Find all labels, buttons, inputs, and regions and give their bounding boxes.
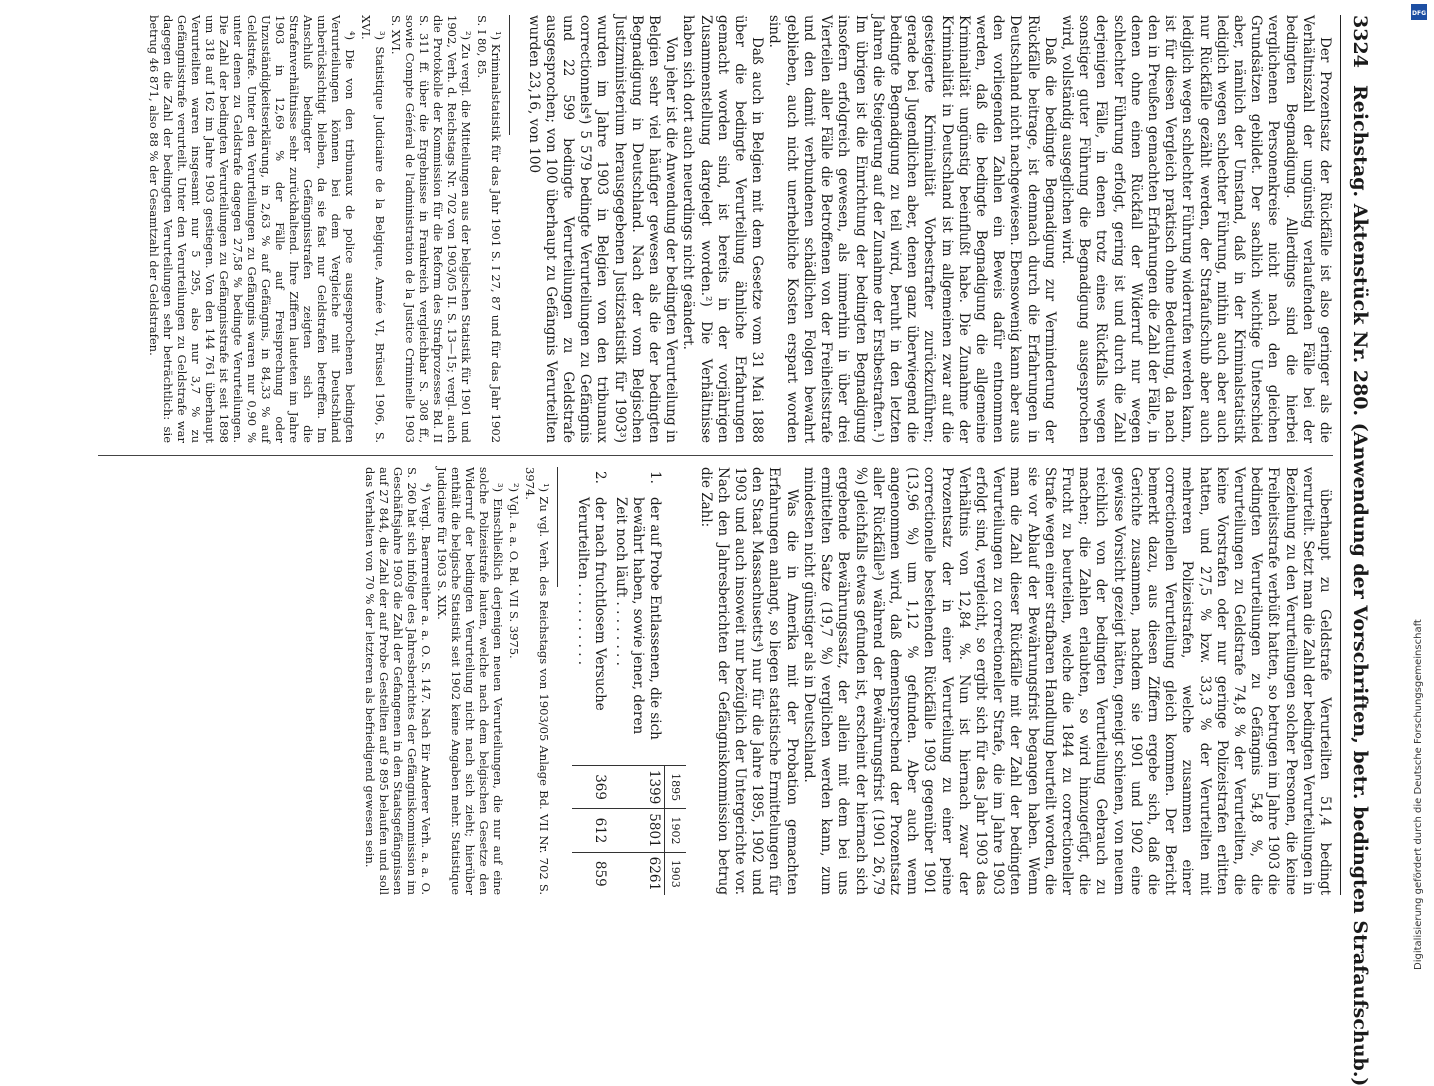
footnote: ³) Statistique Judiciaire de la Belgique, Année VI, Brüssel 1906, S. XVI. — [359, 15, 388, 443]
row-number: 1. — [646, 471, 663, 484]
dfg-logo-label: DFG — [1411, 10, 1427, 17]
table-header-row — [665, 467, 687, 895]
row-value: 612 — [572, 809, 610, 852]
header-rule — [1340, 15, 1341, 895]
footnote-rule — [509, 15, 510, 135]
paragraph: Was die in Amerika mit der Probation gemachten Erfahrungen anlangt, so liegen statistische Ermittelungen für den Staat Massachusetts⁴) nur für die Jahre 1895, 1902 und 1903 und auch insoweit nur bezüglich der Untergerichte vor. Nach den Jahresberichten der Gefängniskommission betrug die Zahl: — [697, 467, 800, 895]
dfg-logo-icon — [1411, 4, 1427, 20]
credit-text: Digitalisierung gefördert durch die Deutsche Forschungsgemeinschaft — [1413, 619, 1424, 970]
column-divider — [98, 455, 1333, 456]
row-value: 5801 — [610, 809, 665, 852]
footnote: ⁴) Die von den tribunaux de police ausgesprochenen bedingten Verurteilungen können bei dem Vergleiche mit Deutschland unberücksichtigt bleiben, da sie fast nur Geldstrafen betreffen. Im Anschluß bedingter Gefängnisstrafen zeigten sich die Strafenverhältnisse sehr zurückhaltend. Ihre Ziffern lauteten im Jahre 1903 in 12,69 % der Fälle auf Freisprechung oder Unzuständigkeitserklärung, in 2,63 % auf Gefängnis, in 84,33 % auf Geldstrafe. Unter den Verurteilungen zu Gefängnis waren nur 0,90 % unter denen zu Geldstrafe dagegen 27,58 % bedingte Verurteilungen. Die Zahl der bedingten Verurteilungen zu Gefängnisstrafe ist seit 1898 um 318 auf 162 im Jahre 1903 gestiegen. Von den 144 761 überhaupt Verurteilten waren insgesamt nur 5 295, also nur 3,7 % zu Gefängnisstrafe verurteilt. Unter den Verurteilungen zu Geldstrafe war dagegen die Zahl der bedingten Verurteilungen sehr beträchtlich: sie betrug 46 871, also 88 % der Gesamtzahl der Geldstrafen. — [147, 15, 358, 443]
probation-table — [572, 467, 687, 895]
footnote: ¹) Zu vgl. Verh. des Reichstags von 1903/05 Anlage Bd. VII Nr. 702 S. 3974. — [522, 467, 551, 895]
page-number: 3324 — [1349, 15, 1371, 68]
digitization-credit — [1409, 0, 1429, 1000]
paragraph: überhaupt zu Geldstrafe Verurteilten 51,4 bedingt verurteilt. Setzt man die Zahl der bedingten Verurteilungen in Beziehung zu den Verurteilungen solcher Personen, die keine Freiheitsstrafe verbüßt hatten, so betrugen im Jahre 1903 die bedingten Verurteilungen zu Gefängnis 54,8 %, die Verurteilungen zu Geldstrafe 74,8 % der Verurteilten, die keine Vorstrafen oder nur geringe Polizeistrafen erlitten hatten, und 27,5 % bzw. 33,3 % der Verurteilten mit mehreren Polizeistrafen, welche zusammen einer correctionellen Verurteilung gleich kommen. Der Bericht bemerkt dazu, aus diesen Ziffern ergebe sich, daß die Gerichte zusammen, nachdem sie 1901 und 1902 eine gewisse Vorsicht gezeigt hätten, geneigt schienen, von neuem reichlich von der bedingten Verurteilung Gebrauch zu machen; die Zahlen erlaubten, so wird hinzugefügt, die Frucht zu beurteilen, welche die 1844 zu correctioneller Strafe wegen einer strafbaren Handlung beurteilt worden, die sie vor Ablauf der Bewährungsfrist begangen haben. Wenn man die Zahl dieser Rückfälle mit der Zahl der bedingten Verurteilungen zu correctioneller Strafe, die im Jahre 1903 erfolgt sind, vergleicht, so ergibt sich für das Jahr 1903 das Verhältnis von 12,84 %. Nun ist hiernach zwar der Prozentsatz der in einer Verurteilung zu einer peine correctionelle bestehenden Rückfälle 1903 gegenüber 1901 (13,96 %) um 1,12 % gefunden. Aber auch wenn angenommen wird, daß dementsprechend der Prozentsatz aller Rückfälle³) während der Bewährungsfrist (1901 26,79 %) gleichfalls etwas gefunden ist, erscheint der hiernach sich ergebende Bewährungssatz, der allein mit dem bei uns ermittelten Satze (19,7 %) verglichen werden kann, zum mindesten nicht günstiger als in Deutschland. — [800, 467, 1333, 895]
footnote: ³) Einschließlich derjenigen neuen Verurteilungen, die nur auf eine solche Polizeistrafe lauten, welche nach dem belgischen Gesetze den Widerruf der bedingten Verurteilung nicht nach sich zieht; hierüber enthält die belgische Statistik seit 1902 keine Angaben mehr. Statistique Judiciaire für 1903 S. XIX. — [434, 467, 505, 895]
row-value: 1399 — [610, 765, 665, 808]
row-label: der auf Probe Entlassenen, die sich bewährt haben, sowie jener, deren Zeit noch läuft . . . . . . . . — [612, 497, 663, 740]
left-column — [145, 15, 1333, 443]
footnote: ⁴) Vergl. Baernreither a. a. O. S. 147. Nach Eir Anderer Verh. a. a. O. S. 260 hat sich infolge des Jahresberichtes der Gefängniskommission im Geschäftsjahre 1903 die Zahl der Gefangenen in den Staatsgefängnissen auf 27 844, die Zahl der auf Probe Gestellten auf 9 895 belaufen und soll das Verhalten von 70 % der letzteren als befriedigend gewesen sein. — [362, 467, 433, 895]
row-value: 859 — [572, 852, 610, 895]
page-header — [1345, 15, 1375, 1086]
paragraph: Daß die bedingte Begnadigung zur Verminderung der Rückfälle beitrage, ist demnach durch die Erfahrungen in Deutschland nicht nachgewiesen. Ebensowenig kann aber aus den vorliegenden Zahlen ein Beweis dafür entnommen werden, daß die bedingte Begnadigung die allgemeine Kriminalität ungünstig beeinflußt habe. Die Zunahme der Kriminalität in Deutschland ist im allgemeinen zwar auf die gesteigerte Kriminalität Vorbestrafter zurückzuführen; gerade bei Jugendlichen aber, denen ganz überwiegend die bedingte Begnadigung zu teil wird, beruht in den letzten Jahren die Steigerung auf der Zunahme der Erstbestraften.¹) Im übrigen ist die Einrichtung der bedingten Begnadigung insofern erfolgreich gewesen, als immerhin in über drei Vierteilen aller Fälle die Betroffenen von der Freiheitsstrafe und den damit verbundenen schädlichen Folgen bewahrt geblieben, auch nicht unerhebliche Kosten erspart worden sind. — [766, 15, 1058, 443]
row-number: 2. — [591, 471, 608, 484]
rotated-page-content — [85, 15, 1375, 1086]
row-value: 6261 — [610, 852, 665, 895]
table-header-year: 1895 — [665, 765, 687, 808]
right-column — [361, 467, 1333, 895]
table-header-blank — [665, 493, 687, 765]
paragraph: Daß auch in Belgien mit dem Gesetze vom 31 Mai 1888 über die bedingte Verurteilung ähnliche Erfahrungen gemacht worden sind, ist bereits in der vorjährigen Zusammenstellung dargelegt worden.²) Die Verhältnisse haben sich dort auch neuerdings nicht geändert. — [680, 15, 766, 443]
table-row — [610, 467, 665, 895]
table-row — [572, 467, 610, 895]
row-label: der nach fruchtlosem Versuche Verurteilten . . . . . . . . . . — [574, 497, 608, 711]
page-title: Reichstag. Aktenstück Nr. 280. (Anwendung der Vorschriften, betr. bedingten Strafaufschub.) — [1349, 85, 1371, 1086]
table-header-year: 1902 — [665, 809, 687, 852]
footnote: ²) Zu vergl. die Mitteilungen aus der belgischen Statistik für 1901 und 1902, Verh. d. Reichstags Nr. 702 von 1903/05 II. S. 13—15; vergl. auch die Protokolle der Kommission für die Reform des Strafprozesses Bd. II S. 311 ff. über die Ergebnisse in Frankreich vergleichbar S. 308 ff., sowie Compte Général de l'administration de la Justice Criminelle 1903 S. XVI. — [389, 15, 474, 443]
paragraph: Von jeher ist die Anwendung der bedingten Verurteilung in Belgien sehr viel häufiger gewesen als die der bedingten Begnadigung in Deutschland. Nach der vom Belgischen Justizministerium herausgegebenen Justizstatistik für 1903³) wurden im Jahre 1903 in Belgien von den tribunaux correctionnels⁴) 5 579 bedingte Verurteilungen zu Gefängnis und 22 599 bedingte Verurteilungen zu Geldstrafe ausgesprochen; von 100 überhaupt zu Gefängnis Verurteilten wurden 23,16, von 100 — [525, 15, 680, 443]
footnote-rule — [557, 467, 558, 587]
table-header-blank — [665, 467, 687, 493]
paragraph: Der Prozentsatz der Rückfälle ist also geringer als die Verhältniszahl der ungünstig verlaufenden Fälle bei der bedingten Begnadigung. Allerdings sind die hierbei verglichenen Personenkreise nicht nach den gleichen Grundsätzen gebildet. Der sachlich wichtige Unterschied aber, nämlich der Umstand, daß in der Kriminalstatistik lediglich wegen schlechter Führung, mithin auch aber auch nur Rückfälle gezählt werden, der Strafaufschub aber auch lediglich wegen schlechter Führung widerrufen werden kann, ist für diesen Vergleich praktisch ohne Bedeutung, da nach den in Preußen gemachten Erfahrungen die Zahl der Fälle, in denen ohne einen Rückfall der Widerruf nur wegen schlechter Führung erfolgt, gering ist und durch die Zahl derjenigen Fälle, in denen trotz eines Rückfalls wegen sonstiger guter Führung die Begnadigung ausgesprochen wird, vollständig ausgeglichen wird. — [1058, 15, 1333, 443]
footnote: ¹) Kriminalstatistik für das Jahr 1901 S. I 27, 87 und für das Jahr 1902 S. I 80, 85. — [475, 15, 504, 443]
footnote: ²) Vgl. a. a. O. Bd. VII S. 3975. — [506, 483, 521, 659]
table-header-year: 1903 — [665, 852, 687, 895]
row-value: 369 — [572, 765, 610, 808]
